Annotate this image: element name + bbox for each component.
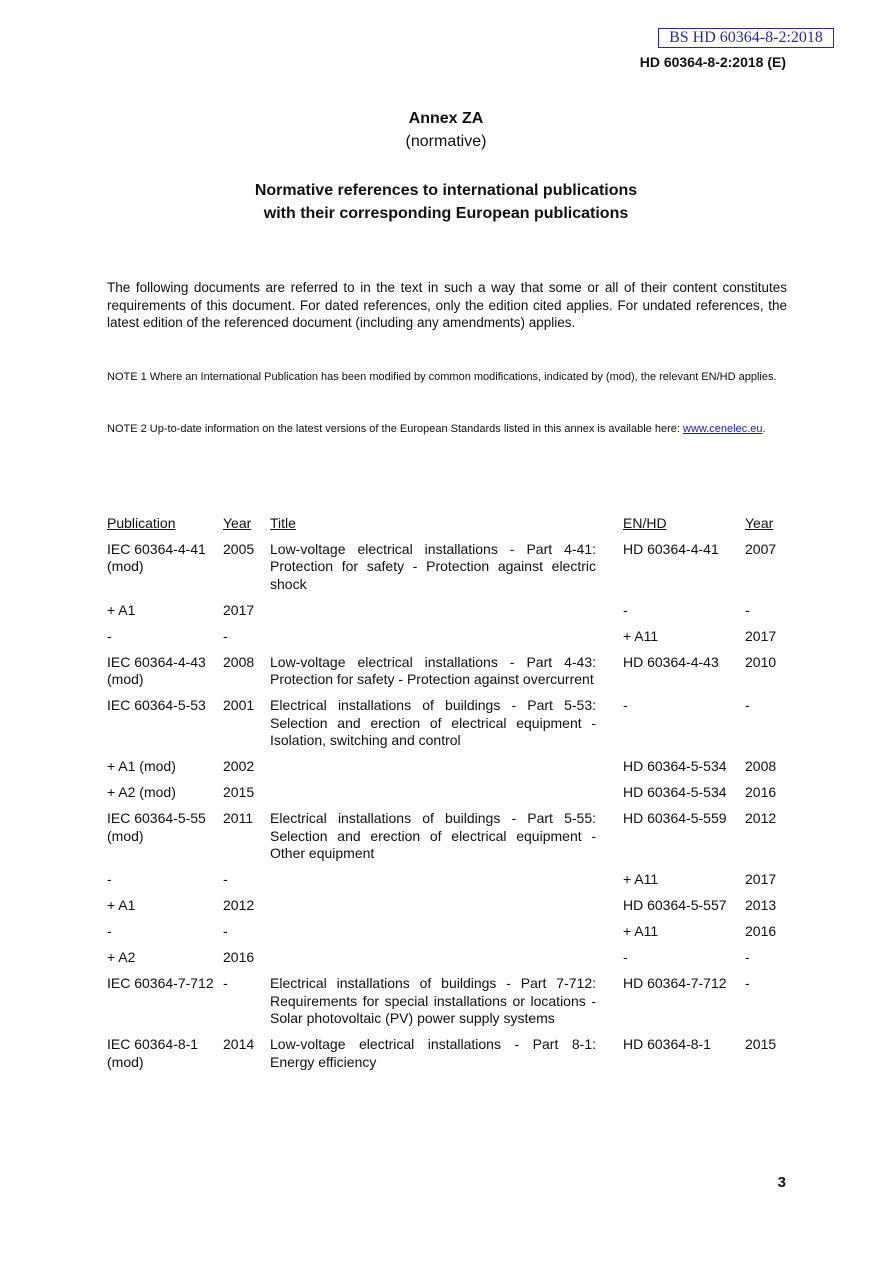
cell-en-hd: HD 60364-4-41 xyxy=(623,540,719,557)
cell-publication: + A1 xyxy=(107,601,136,618)
cell-en-hd: HD 60364-5-534 xyxy=(623,784,727,800)
note-1: NOTE 1 Where an International Publication has been modified by common modifications, indicated by (mod), the relevant EN/HD applies. xyxy=(107,371,777,383)
cell-publication: IEC 60364-8-1 (mod) xyxy=(107,1036,199,1070)
cell-year: - xyxy=(223,975,228,991)
cell-year: 2014 xyxy=(223,1036,255,1052)
table-row xyxy=(107,541,789,602)
cell-year: 2008 xyxy=(223,653,255,670)
cenelec-link[interactable]: www.cenelec.eu xyxy=(683,423,763,435)
cell-title: Low-voltage electrical installations - Part 4-43: Protection for safety - Protection against overcurrent xyxy=(270,653,596,687)
table-row xyxy=(107,758,789,784)
cell-publication: - xyxy=(107,627,112,644)
cell-year: - xyxy=(223,871,228,887)
table-row xyxy=(107,784,789,810)
cell-en-year: - xyxy=(745,697,750,713)
cell-year: - xyxy=(223,923,228,939)
table-row xyxy=(107,897,789,923)
cell-publication: IEC 60364-7-712 xyxy=(107,975,214,991)
cell-publication: IEC 60364-4-43 (mod) xyxy=(107,653,206,687)
cell-en-hd: - xyxy=(623,949,628,965)
cell-title xyxy=(270,871,623,897)
cell-year: 2015 xyxy=(223,784,255,800)
table-row xyxy=(107,975,789,1036)
cell-en-year: 2010 xyxy=(745,653,777,670)
header-en-hd: EN/HD xyxy=(623,515,667,531)
table-row xyxy=(107,949,789,975)
cell-en-year: 2007 xyxy=(745,540,777,557)
references-table xyxy=(107,515,789,1080)
cell-year: 2012 xyxy=(223,897,255,913)
references-table-body xyxy=(107,541,789,1080)
table-row xyxy=(107,1036,789,1080)
cell-title xyxy=(270,923,623,949)
annex-heading-line2: with their corresponding European publications xyxy=(263,205,629,222)
cell-title: Electrical installations of buildings - Part 5-55: Selection and erection of electrical equipment - Other equipment xyxy=(270,810,596,861)
document-id: HD 60364-8-2:2018 (E) xyxy=(639,54,786,70)
header-en-year: Year xyxy=(745,515,774,531)
cell-en-year: 2017 xyxy=(745,627,777,644)
cell-publication: + A2 xyxy=(107,949,136,965)
cell-title: Low-voltage electrical installations - Part 8-1: Energy efficiency xyxy=(270,1036,596,1070)
cell-year: 2016 xyxy=(223,949,255,965)
cell-en-hd: + A11 xyxy=(623,627,659,644)
cell-title xyxy=(270,758,623,784)
cell-year: 2011 xyxy=(223,810,254,826)
cell-en-year: 2017 xyxy=(745,871,777,887)
cell-en-hd: HD 60364-4-43 xyxy=(623,653,719,670)
cell-en-hd: HD 60364-5-557 xyxy=(623,897,727,913)
cell-title xyxy=(270,628,623,654)
bs-standard-stamp: BS HD 60364-8-2:2018 xyxy=(658,28,834,48)
cell-en-year: 2016 xyxy=(745,923,777,939)
annex-title: Annex ZA xyxy=(408,110,484,127)
note-2 xyxy=(107,421,787,438)
cell-year: 2001 xyxy=(223,697,255,713)
table-row xyxy=(107,602,789,628)
note-2-end: . xyxy=(762,423,766,435)
cell-en-year: 2015 xyxy=(745,1036,777,1052)
cell-publication: IEC 60364-5-55 (mod) xyxy=(107,810,206,844)
cell-title xyxy=(270,897,623,923)
cell-en-hd: - xyxy=(623,697,628,713)
table-row xyxy=(107,654,789,698)
cell-en-hd: + A11 xyxy=(623,923,659,939)
cell-publication: - xyxy=(107,923,112,939)
cell-publication: + A2 (mod) xyxy=(107,784,176,800)
table-row xyxy=(107,871,789,897)
cell-en-hd: + A11 xyxy=(623,871,659,887)
table-row xyxy=(107,923,789,949)
intro-paragraph: The following documents are referred to in the text in such a way that some or all of their content constitutes requirements of this document. For dated references, only the edition cited applies. For undated references, the latest edition of the referenced document (including any amendments) applies. xyxy=(107,280,787,330)
table-row xyxy=(107,697,789,758)
cell-en-year: 2012 xyxy=(745,810,777,826)
table-row xyxy=(107,810,789,871)
cell-year: 2005 xyxy=(223,540,255,557)
annex-heading xyxy=(0,179,892,225)
header-publication: Publication xyxy=(107,515,176,531)
header-title: Title xyxy=(270,515,296,531)
header-year: Year xyxy=(223,515,252,531)
cell-en-year: - xyxy=(745,601,750,618)
table-header-row xyxy=(107,515,789,541)
cell-title xyxy=(270,602,623,628)
cell-title xyxy=(270,949,623,975)
cell-publication: IEC 60364-5-53 xyxy=(107,697,206,713)
page-number: 3 xyxy=(777,1174,786,1191)
cell-en-year: - xyxy=(745,975,750,991)
cell-en-year: 2013 xyxy=(745,897,777,913)
cell-title: Electrical installations of buildings - Part 5-53: Selection and erection of electrical equipment - Isolation, switching and control xyxy=(270,697,596,748)
table-row xyxy=(107,628,789,654)
cell-title: Electrical installations of buildings - Part 7-712: Requirements for special installations or locations - Solar photovoltaic (PV) power supply systems xyxy=(270,975,596,1026)
cell-en-year: 2016 xyxy=(745,784,777,800)
cell-publication: IEC 60364-4-41 (mod) xyxy=(107,540,206,574)
annex-heading-line1: Normative references to international publications xyxy=(254,182,638,199)
cell-en-hd: HD 60364-7-712 xyxy=(623,975,727,991)
note-2-text: NOTE 2 Up-to-date information on the latest versions of the European Standards listed in this annex is available here: xyxy=(107,423,683,435)
annex-subtitle: (normative) xyxy=(405,133,487,150)
cell-year: 2017 xyxy=(223,601,255,618)
cell-en-hd: HD 60364-5-534 xyxy=(623,758,727,774)
cell-year: - xyxy=(223,627,228,644)
cell-publication: + A1 xyxy=(107,897,136,913)
cell-en-hd: HD 60364-5-559 xyxy=(623,810,727,826)
cell-publication: + A1 (mod) xyxy=(107,758,176,774)
cell-en-hd: - xyxy=(623,601,628,618)
cell-year: 2002 xyxy=(223,758,255,774)
cell-title: Low-voltage electrical installations - Part 4-41: Protection for safety - Protection against electric shock xyxy=(270,540,596,592)
cell-en-year: - xyxy=(745,949,750,965)
cell-title xyxy=(270,784,623,810)
cell-publication: - xyxy=(107,871,112,887)
cell-en-hd: HD 60364-8-1 xyxy=(623,1036,711,1052)
cell-en-year: 2008 xyxy=(745,758,777,774)
